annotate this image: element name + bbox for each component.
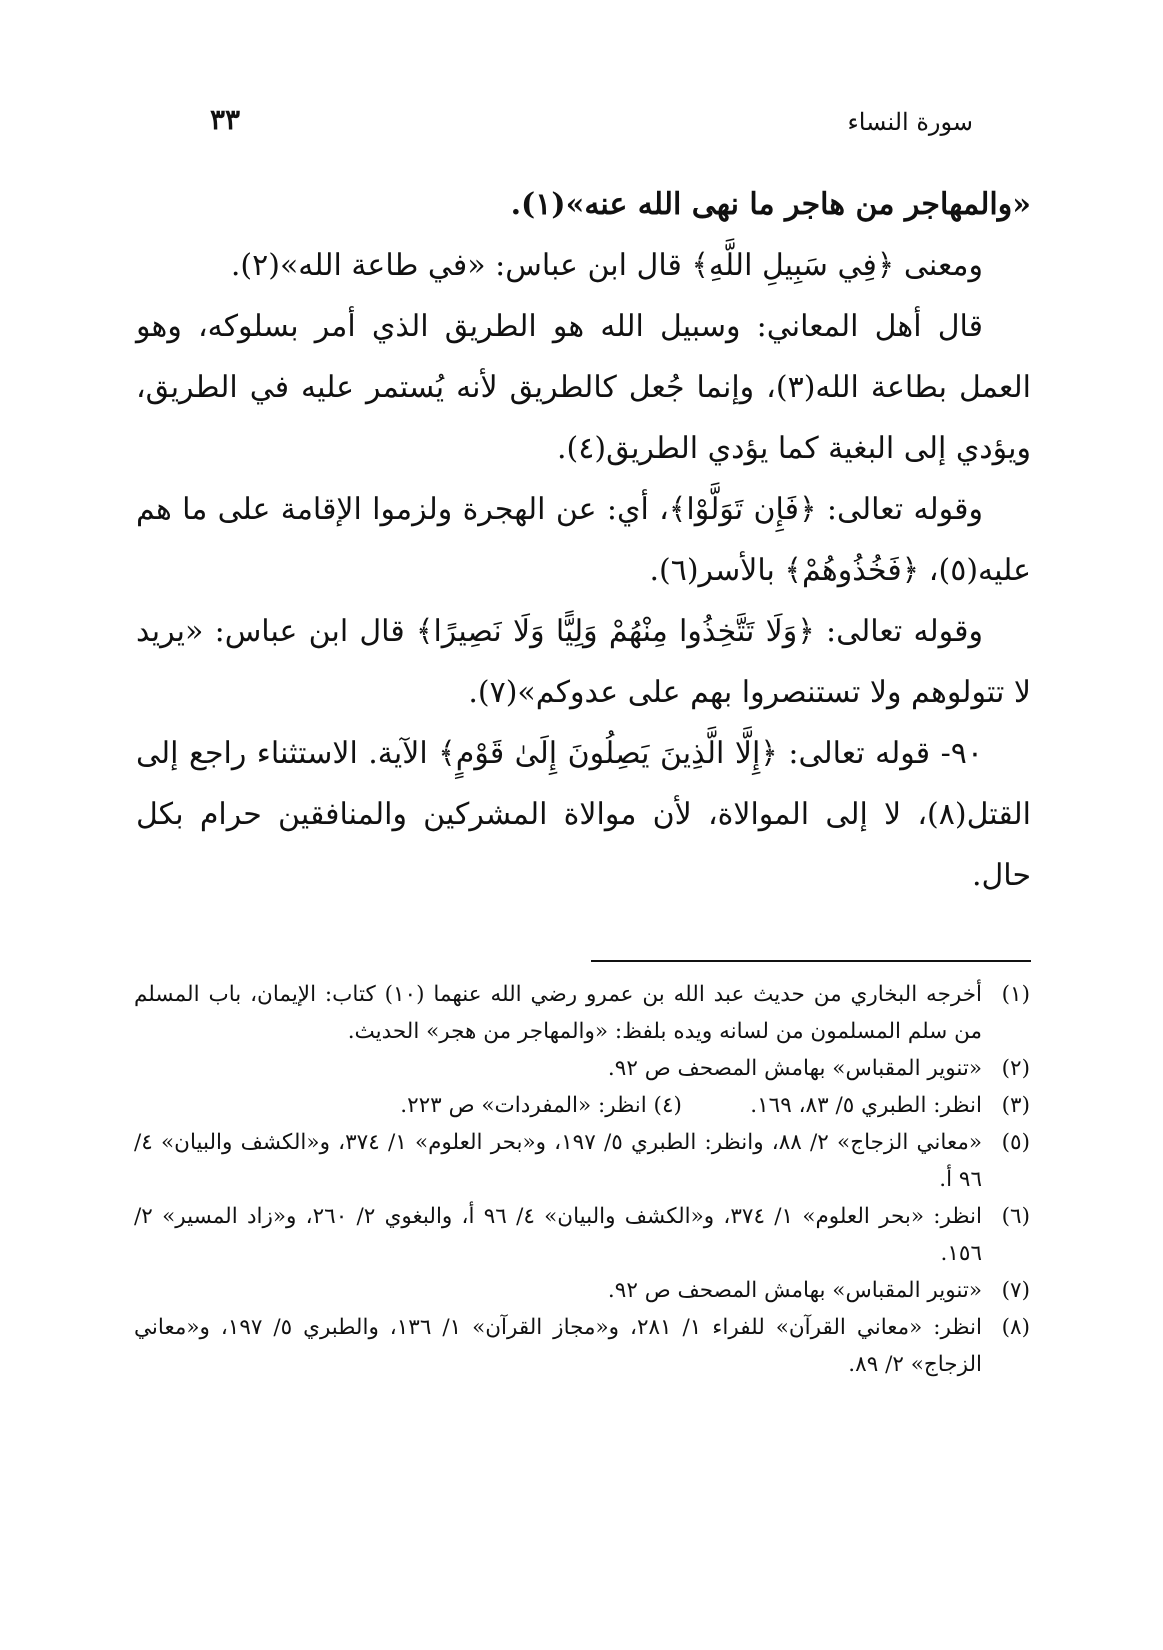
paragraph-verse-90: ٩٠- قوله تعالى: ﴿إِلَّا الَّذِينَ يَصِلُونَ إِلَىٰ قَوْمٍ﴾ الآية. الاستثناء راجع إلى القتل(٨)، لا إلى الموالاة، لأن موالاة المشركين والمنافقين حرام بكل حال. (136, 736, 1031, 893)
footnote-number: (٧) (1001, 1278, 1030, 1303)
footnotes (134, 976, 1030, 1383)
surah-title: سورة النساء (847, 108, 973, 136)
page-header (210, 104, 973, 150)
footnote-5 (134, 1124, 1030, 1198)
footnote-divider (591, 960, 1031, 962)
footnote-3 (134, 1087, 1030, 1124)
footnote-number: (٦) (1001, 1204, 1030, 1229)
footnote-text: انظر: الطبري ٥/ ٨٣، ١٦٩. (٤) انظر: «المفردات» ص ٢٢٣. (400, 1093, 982, 1118)
paragraph-fi-sabilillah: ومعنى ﴿فِي سَبِيلِ اللَّهِ﴾ قال ابن عباس: «في طاعة الله»(٢). (230, 248, 983, 283)
paragraph-hadith-end: «والمهاجر من هاجر ما نهى الله عنه»(١). (510, 187, 1031, 222)
page-number: ٣٣ (210, 103, 241, 136)
footnote-text: انظر: «معاني القرآن» للفراء ١/ ٢٨١، و«مجاز القرآن» ١/ ١٣٦، والطبري ٥/ ١٩٧، و«معاني الزجاج» ٢/ ٨٩. (134, 1315, 982, 1377)
paragraph-ahl-al-maani: قال أهل المعاني: وسبيل الله هو الطريق الذي أمر بسلوكه، وهو العمل بطاعة الله(٣)، وإنما جُعل كالطريق لأنه يُستمر عليه في الطريق، ويؤدي إلى البغية كما يؤدي الطريق(٤). (136, 309, 1031, 466)
footnote-1 (134, 976, 1030, 1050)
footnote-2 (134, 1050, 1030, 1087)
paragraph-wala-tattakhidhu: وقوله تعالى: ﴿وَلَا تَتَّخِذُوا مِنْهُمْ وَلِيًّا وَلَا نَصِيرًا﴾ قال ابن عباس: «يريد لا تتولوهم ولا تستنصروا بهم على عدوكم»(٧). (136, 614, 1031, 710)
footnote-number: (٨) (1001, 1315, 1030, 1340)
footnote-number: (١) (1001, 982, 1030, 1007)
footnote-6 (134, 1198, 1030, 1272)
paragraph-fa-in-tawallaw: وقوله تعالى: ﴿فَإِن تَوَلَّوْا﴾، أي: عن الهجرة ولزموا الإقامة على ما هم عليه(٥)، ﴿فَخُذُوهُمْ﴾ بالأسر(٦). (136, 492, 1031, 588)
footnote-number: (٣) (1001, 1093, 1030, 1118)
main-text (136, 174, 1031, 906)
footnote-text: أخرجه البخاري من حديث عبد الله بن عمرو رضي الله عنهما (١٠) كتاب: الإيمان، باب المسلم من سلم المسلمون من لسانه ويده بلفظ: «والمهاجر من هجر» الحديث. (134, 982, 982, 1044)
footnote-number: (٢) (1001, 1056, 1030, 1081)
footnote-number: (٥) (1001, 1130, 1030, 1155)
footnote-text: «تنوير المقباس» بهامش المصحف ص ٩٢. (607, 1056, 982, 1081)
footnote-8 (134, 1309, 1030, 1383)
footnote-text: «تنوير المقباس» بهامش المصحف ص ٩٢. (607, 1278, 982, 1303)
footnote-text: «معاني الزجاج» ٢/ ٨٨، وانظر: الطبري ٥/ ١٩٧، و«بحر العلوم» ١/ ٣٧٤، و«الكشف والبيان» ٤/ ٩٦ أ. (134, 1130, 982, 1192)
footnote-text: انظر: «بحر العلوم» ١/ ٣٧٤، و«الكشف والبيان» ٤/ ٩٦ أ، والبغوي ٢/ ٢٦٠، و«زاد المسير» ٢/ ١٥٦. (134, 1204, 982, 1266)
footnote-7 (134, 1272, 1030, 1309)
